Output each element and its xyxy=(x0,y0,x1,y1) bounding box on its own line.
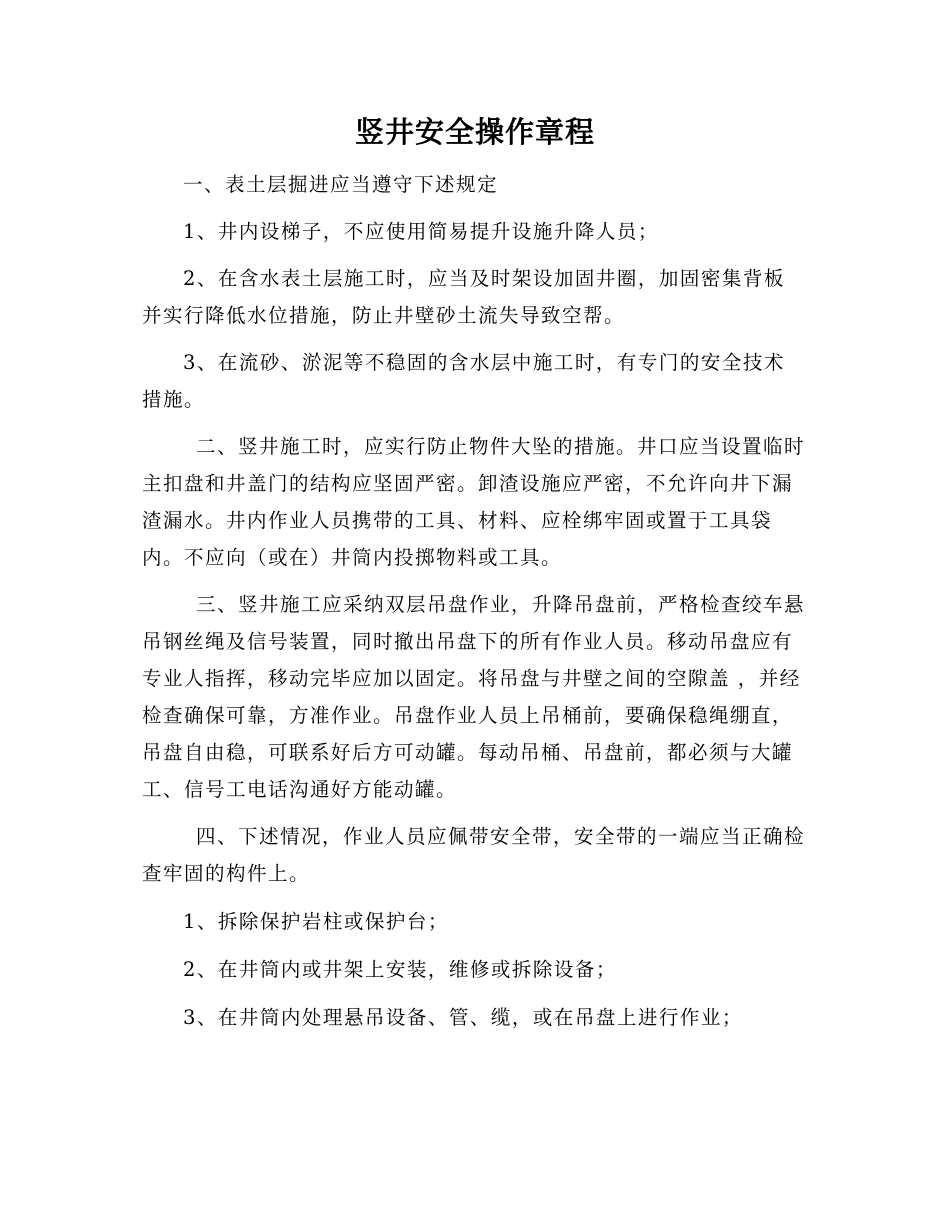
list-item: 3、在流砂、淤泥等不稳固的含水层中施工时，有专门的安全技术措施。 xyxy=(142,351,785,411)
section-paragraph-4: 四、下述情况，作业人员应佩带安全带，安全带的一端应当正确检查牢固的构件上。 xyxy=(142,825,806,885)
list-item: 1、拆除保护岩柱或保护台； xyxy=(183,910,449,933)
list-item: 3、在井筒内处理悬吊设备、管、缆，或在吊盘上进行作业； xyxy=(183,1006,743,1029)
section-heading-1: 一、表土层掘进应当遵守下述规定 xyxy=(183,173,499,196)
document-body xyxy=(142,166,805,1036)
list-item: 1、井内设梯子，不应使用简易提升设施升降人员； xyxy=(183,220,659,243)
list-item: 2、在井筒内或井架上安装，维修或拆除设备； xyxy=(183,958,617,981)
section-paragraph-3: 三、竖井施工应采纳双层吊盘作业，升降吊盘前，严格检查绞车悬吊钢丝绳及信号装置，同时撤出吊盘下的所有作业人员。移动吊盘应有专业人指挥，移动完毕应加以固定。将吊盘与井壁之间的空隙盖 ，并经检查确保可靠，方准作业。吊盘作业人员上吊桶前，要确保稳绳绷直，吊盘自由稳，可联系好后方可动罐。每动吊桶、吊盘前，都必须与大罐工、信号工电话沟通好方能动罐。 xyxy=(142,593,806,801)
list-item: 2、在含水表土层施工时，应当及时架设加固井圈，加固密集背板并实行降低水位措施，防止井壁砂土流失导致空帮。 xyxy=(142,267,785,327)
section-paragraph-2: 二、竖井施工时，应实行防止物件大坠的措施。井口应当设置临时主扣盘和井盖门的结构应坚固严密。卸渣设施应严密，不允许向井下漏渣漏水。井内作业人员携带的工具、材料、应栓绑牢固或置于工具袋内。不应向（或在）井筒内投掷物料或工具。 xyxy=(142,435,806,569)
document-title: 竖井安全操作章程 xyxy=(354,115,595,149)
